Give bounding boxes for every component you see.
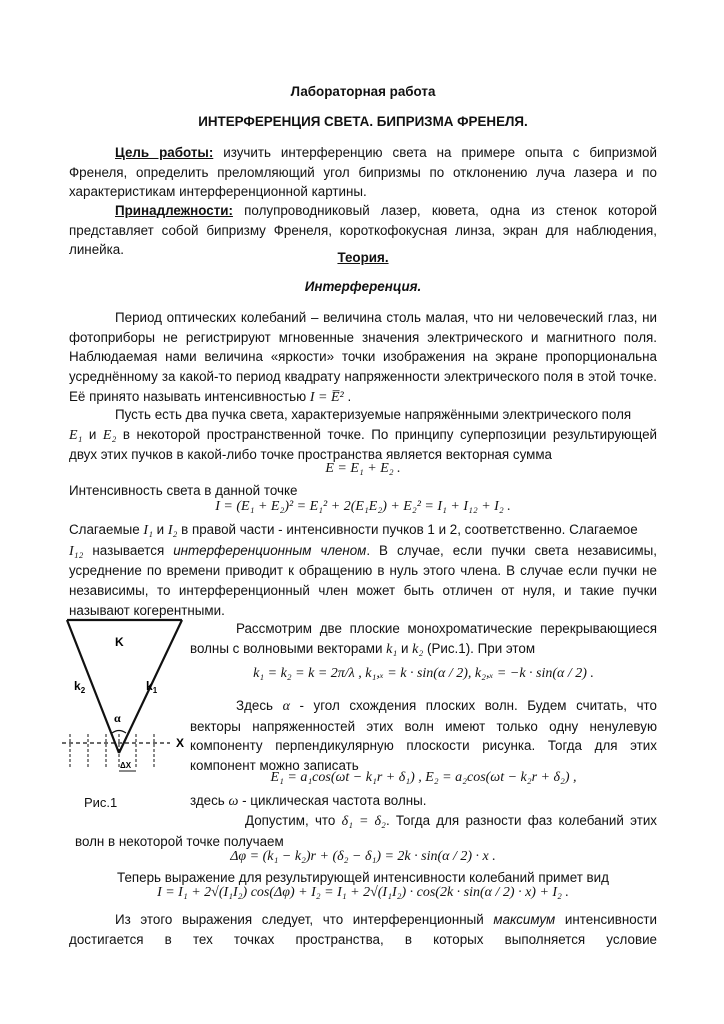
label-k1: $k_1$ [146,679,158,695]
label-x: X [176,736,185,750]
intensity-label: Интенсивность света в данной точке [69,483,298,498]
goal-paragraph [69,143,657,202]
lab-label: Лабораторная работа [290,84,436,99]
figure-caption: Рис.1 [84,795,118,810]
paragraph-terms: Слагаемые I₁ и I₂ в правой части - интенсивности пучков 1 и 2, соответственно. Слагаемое I₁₂ называется интерференционным членом. В случае, если пучки света независимы, усреднение по времени приводит к обращению в нуль этого члена. В случае если пучки не независимы, то интерференционный член может быть отличен от нуля, и такие пучки называют когерентными. [69,522,657,618]
goal-text: изучить интерференцию света на примере опыта с бипризмой Френеля, определить преломляющий угол бипризмы по отклонению луча лазера и по характеристикам интерференционной картины. [69,145,657,200]
equation-resulting-intensity: I = I₁ + 2√(I₁I₂) cos(Δφ) + I₂ = I₁ + 2√(I₁I₂) · cos(2k · sin(α / 2) · x) + I₂ . [157,885,569,900]
paragraph-phase: Допустим, что δ₁ = δ₂. Тогда для разности фаз колебаний этих волн в некоторой точке получаем [75,813,658,849]
paragraph-plane-waves: Рассмотрим две плоские монохроматические перекрывающиеся волны с волновыми векторами k₁ и k₂ (Рис.1). При этом [190,621,657,657]
maximum-term: максимум [493,912,556,927]
paragraph-omega: здесь ω - циклическая частота волны. [190,793,427,809]
figure-biprism-diagram [62,618,192,818]
label-alpha: α [114,711,121,725]
equation-phase-difference: Δφ = (k₁ − k₂)r + (δ₂ − δ₁) = 2k · sin(α / 2) · x . [230,849,496,864]
paragraph-maximum-line2: достигается в тех точках пространства, в которых выполняется условие [69,932,657,947]
paragraph-two-beams: Пусть есть два пучка света, характеризуемые напряжёнными электрического поля E₁ и E₂ в некоторой пространственной точке. По принципу суперпозиции результирующей двух этих пучков в какой-либо точке пространства является векторная сумма [69,407,657,463]
equipment-label: Принадлежности: [115,203,233,218]
equipment-text: полупроводниковый лазер, кювета, одна из стенок которой представляет собой бипризму Френеля, короткофокусная линза, экран для наблюдения, линейка. [69,203,657,258]
intensity-formula: I = E̅² [309,389,344,405]
interference-heading: Интерференция. [304,279,422,294]
label-k2: $k_2$ [74,679,86,695]
page-title: ИНТЕРФЕРЕНЦИЯ СВЕТА. БИПРИЗМА ФРЕНЕЛЯ. [198,114,528,129]
paragraph-result-intro: Теперь выражение для результирующей интенсивности колебаний примет вид [117,870,609,885]
angle-arc [112,731,126,734]
goal-label: Цель работы: [115,145,214,160]
interference-term: интерференционным членом [173,542,367,558]
equation-wave-vectors: k₁ = k₂ = k = 2π/λ , k₁,ₓ = k · sin(α / 2), k₂,ₓ = −k · sin(α / 2) . [253,666,594,681]
label-k: K [115,635,124,649]
paragraph-alpha: Здесь α - угол схождения плоских волн. Будем считать, что векторы напряженностей этих волн имеют только одну ненулевую компоненту перпендикулярную плоскости рисунка. Тогда для этих компонент можно записать [190,698,657,774]
label-dx: ΔX [120,761,132,770]
equation-vector-sum: E = E₁ + E₂ . [325,461,401,476]
paragraph-period: Период оптических колебаний – величина столь малая, что ни человеческий глаз, ни фотоприборы не регистрируют мгновенные значения электрического и магнитного поля. Наблюдаемая нами величина «яркости» точки изображения на экране пропорциональна усреднённому за какой-то период квадрату напряженности электрического поля в этой точке. Её принято называть интенсивностью I = E̅² . [69,310,657,405]
paragraph-maximum: Из этого выражения следует, что интерференционный максимум интенсивности [115,912,657,927]
equation-fields: E₁ = a₁cos(ωt − k₁r + δ₁) , E₂ = a₂cos(ωt − k₂r + δ₂) , [270,770,577,785]
equation-intensity: I = (E₁ + E₂)² = E₁² + 2(E₁E₂) + E₂² = I₁ + I₁₂ + I₂ . [215,499,511,514]
theory-heading: Теория. [337,250,389,265]
